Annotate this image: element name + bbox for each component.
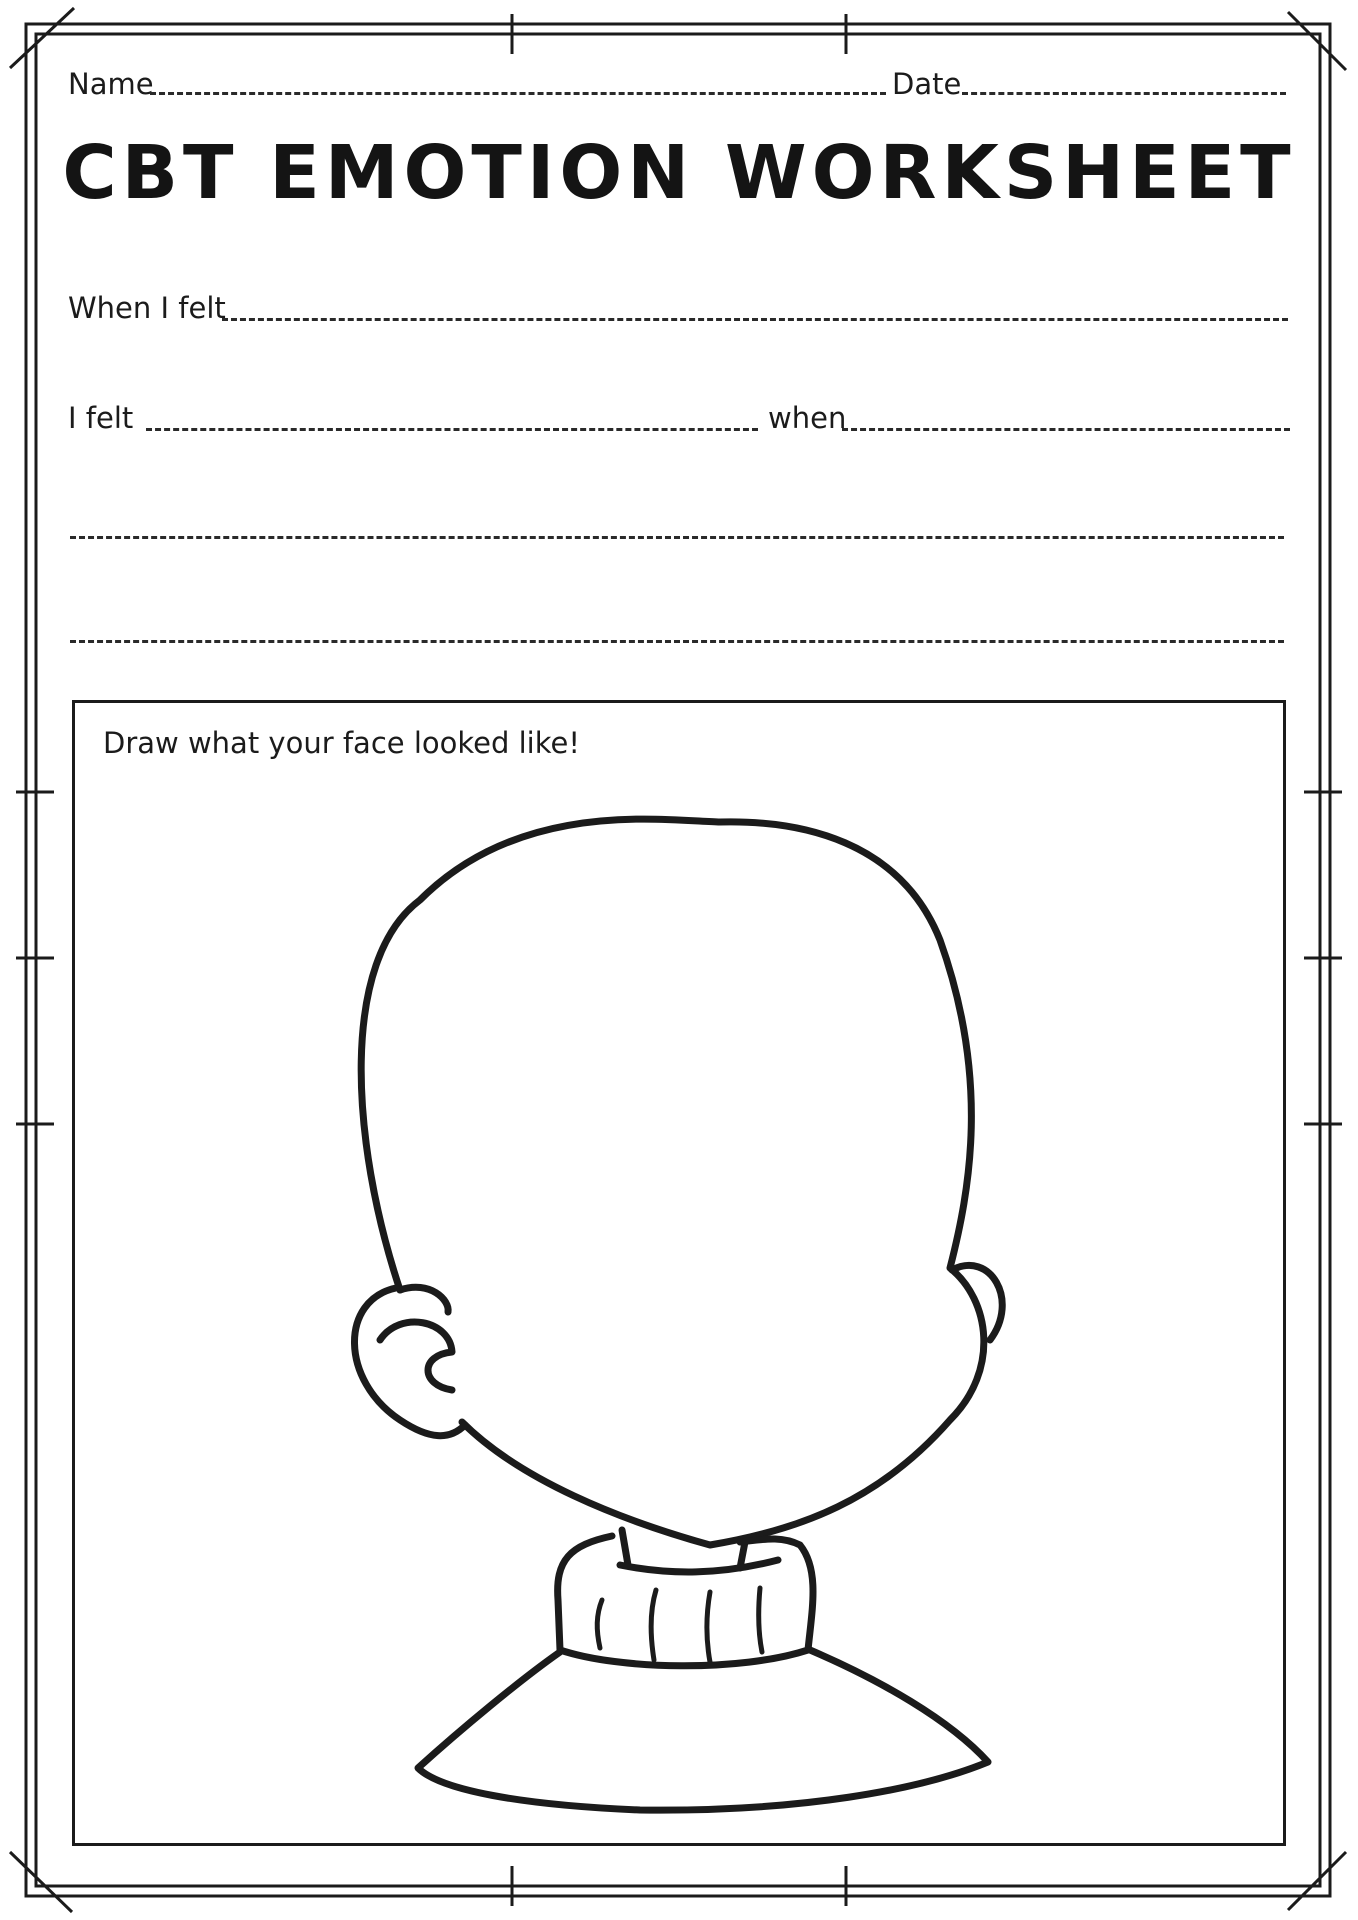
draw-prompt: Draw what your face looked like! xyxy=(103,726,580,760)
date-label: Date xyxy=(892,67,962,101)
collar-outline xyxy=(558,1536,813,1666)
left-ear-top xyxy=(400,1287,448,1312)
neck-left xyxy=(622,1530,628,1565)
when-i-felt-label: When I felt xyxy=(68,291,226,325)
shoulders-outline xyxy=(418,1650,988,1810)
name-label: Name xyxy=(68,67,154,101)
page-title: CBT EMOTION WORKSHEET xyxy=(62,130,1296,216)
left-ear-inner xyxy=(380,1322,452,1390)
collar-fold xyxy=(620,1560,778,1572)
i-felt-label: I felt xyxy=(68,401,134,435)
when-label: when xyxy=(768,401,847,435)
